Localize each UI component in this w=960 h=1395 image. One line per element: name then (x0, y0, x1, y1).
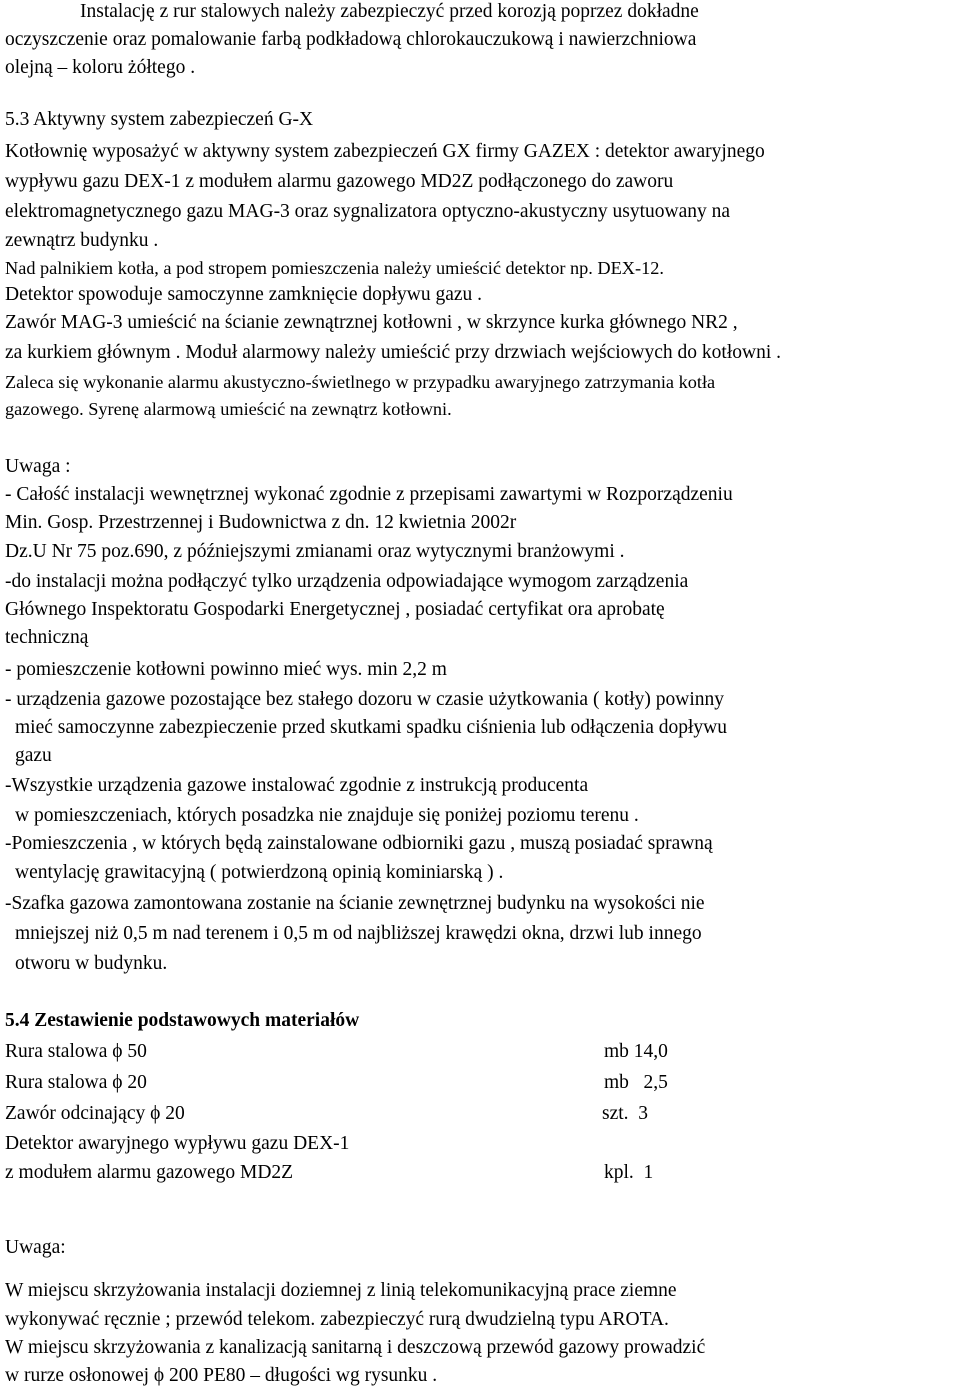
section-53-line: Kotłownię wyposażyć w aktywny system zabezpieczeń GX firmy GAZEX : detektor awaryjnego (5, 141, 765, 162)
uwaga2-line: W miejscu skrzyżowania instalacji doziemnej z linią telekomunikacyjną prace ziemne (5, 1280, 677, 1301)
uwaga-line: Min. Gosp. Przestrzennej i Budownictwa z dn. 12 kwietnia 2002r (5, 512, 517, 533)
uwaga-line: - Całość instalacji wewnętrznej wykonać zgodnie z przepisami zawartymi w Rozporządzeniu (5, 484, 733, 505)
uwaga-line: - pomieszczenie kotłowni powinno mieć wys. min 2,2 m (5, 659, 447, 680)
section-53-line: zewnątrz budynku . (5, 230, 159, 251)
section-53-line: wypływu gazu DEX-1 z modułem alarmu gazowego MD2Z podłączonego do zaworu (5, 171, 674, 192)
material-qty: kpl. 1 (604, 1162, 654, 1183)
uwaga-line: mniejszej niż 0,5 m nad terenem i 0,5 m od najbliższej krawędzi okna, drzwi lub innego (15, 923, 702, 944)
uwaga-line: -do instalacji można podłączyć tylko urządzenia odpowiadające wymogom zarządzenia (5, 571, 689, 592)
material-qty: mb 14,0 (604, 1041, 668, 1062)
material-name: Rura stalowa ϕ 20 (5, 1072, 147, 1093)
section-53-line: Nad palnikiem kotła, a pod stropem pomieszczenia należy umieścić detektor np. DEX-12. (5, 258, 664, 278)
material-name: Detektor awaryjnego wypływu gazu DEX-1 (5, 1133, 350, 1154)
uwaga-line: techniczną (5, 627, 89, 648)
section-53-line: Zawór MAG-3 umieścić na ścianie zewnątrznej kotłowni , w skrzynce kurka głównego NR2 , (5, 312, 738, 333)
uwaga-line: w pomieszczeniach, których posadzka nie znajduje się poniżej poziomu terenu . (15, 805, 639, 826)
section-54-heading: 5.4 Zestawienie podstawowych materiałów (5, 1010, 360, 1031)
uwaga2-line: w rurze osłonowej ϕ 200 PE80 – długości wg rysunku . (5, 1365, 438, 1386)
uwaga-line: - urządzenia gazowe pozostające bez stałego dozoru w czasie użytkowania ( kotły) powinny (5, 689, 725, 710)
material-name: Rura stalowa ϕ 50 (5, 1041, 147, 1062)
uwaga-line: -Pomieszczenia , w których będą zainstalowane odbiorniki gazu , muszą posiadać sprawną (5, 833, 713, 854)
section-53-heading: 5.3 Aktywny system zabezpieczeń G-X (5, 109, 314, 130)
uwaga-line: gazu (15, 745, 52, 766)
uwaga2-line: wykonywać ręcznie ; przewód telekom. zabezpieczyć rurą dwudzielną typu AROTA. (5, 1309, 669, 1330)
section-53-line: elektromagnetycznego gazu MAG-3 oraz sygnalizatora optyczno-akustyczny usytuowany na (5, 201, 731, 222)
intro-line: oczyszczenie oraz pomalowanie farbą podkładową chlorokauczukową i nawierzchniowa (5, 29, 697, 50)
intro-line: Instalację z rur stalowych należy zabezpieczyć przed korozją poprzez dokładne (80, 1, 699, 22)
uwaga-line: wentylację grawitacyjną ( potwierdzoną opinią kominiarską ) . (15, 862, 504, 883)
material-qty: szt. 3 (602, 1103, 649, 1124)
material-name: z modułem alarmu gazowego MD2Z (5, 1162, 294, 1183)
section-53-line: Detektor spowoduje samoczynne zamknięcie dopływu gazu . (5, 284, 483, 305)
uwaga-line: -Szafka gazowa zamontowana zostanie na ścianie zewnętrznej budynku na wysokości nie (5, 893, 705, 914)
section-53-line: gazowego. Syrenę alarmową umieścić na zewnątrz kotłowni. (5, 399, 452, 419)
uwaga-line: -Wszystkie urządzenia gazowe instalować zgodnie z instrukcją producenta (5, 775, 589, 796)
material-name: Zawór odcinający ϕ 20 (5, 1103, 185, 1124)
uwaga-line: Dz.U Nr 75 poz.690, z późniejszymi zmianami oraz wytycznymi branżowymi . (5, 541, 625, 562)
uwaga2-heading: Uwaga: (5, 1237, 66, 1258)
uwaga-line: otworu w budynku. (15, 953, 168, 974)
section-53-line: Zaleca się wykonanie alarmu akustyczno-świetlnego w przypadku awaryjnego zatrzymania kotła (5, 372, 716, 392)
uwaga-line: Głównego Inspektoratu Gospodarki Energetycznej , posiadać certyfikat ora aprobatę (5, 599, 665, 620)
uwaga2-line: W miejscu skrzyżowania z kanalizacją sanitarną i deszczową przewód gazowy prowadzić (5, 1337, 706, 1358)
section-53-line: za kurkiem głównym . Moduł alarmowy należy umieścić przy drzwiach wejściowych do kotłowni . (5, 342, 782, 363)
uwaga-line: mieć samoczynne zabezpieczenie przed skutkami spadku ciśnienia lub odłączenia dopływu (15, 717, 728, 738)
uwaga-heading: Uwaga : (5, 456, 71, 477)
material-qty: mb 2,5 (604, 1072, 668, 1093)
intro-line: olejną – koloru żółtego . (5, 57, 196, 78)
